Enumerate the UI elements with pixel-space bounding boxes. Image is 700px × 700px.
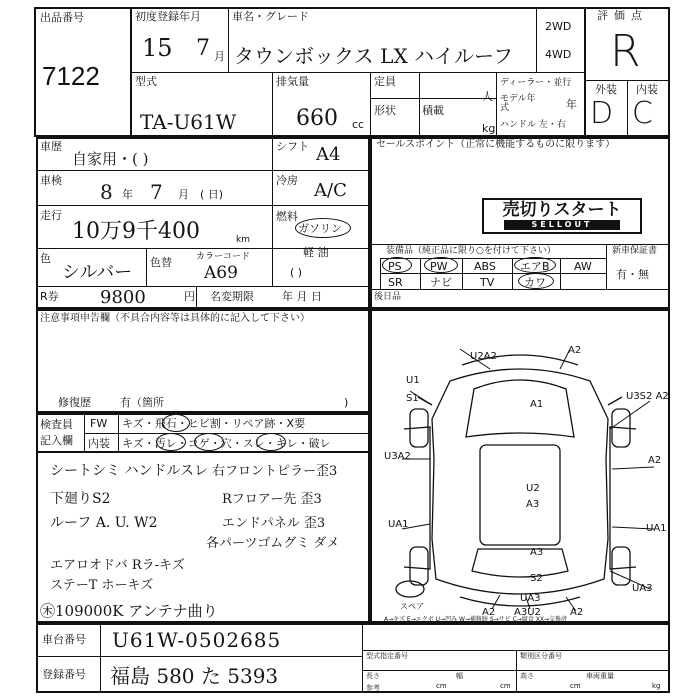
mileage-label: 走行 xyxy=(40,209,62,222)
color-code-value: A69 xyxy=(204,263,238,283)
equip-aw: AW xyxy=(574,260,592,273)
mark-ua1-left: UA1 xyxy=(388,519,409,530)
dealer-label: ディーラー・並行 xyxy=(500,78,572,88)
chassis-value: U61W-0502685 xyxy=(112,628,282,652)
load-unit: kg xyxy=(482,122,496,135)
equip-airbag: エアB xyxy=(520,260,550,273)
model-designation-label: 型式指定番号 xyxy=(366,652,408,660)
fuel-gasoline: ガソリン xyxy=(298,222,342,235)
history-label: 車歴 xyxy=(40,140,62,153)
recycle-unit: 円 xyxy=(184,290,195,303)
shape-label: 形状 xyxy=(374,104,396,117)
recycle-value: 9800 xyxy=(100,287,146,308)
displacement-label: 排気量 xyxy=(276,75,309,88)
int-items: キズ・汚レ・コゲ・穴・スレ・キレ・破レ xyxy=(122,437,331,450)
history-value: 自家用・( ) xyxy=(72,150,149,168)
note-line-4: エアロオドバ Rラ-キズ xyxy=(50,558,185,573)
spare-label: スペア xyxy=(400,602,424,611)
note-right-1: 右フロントピラー歪3 xyxy=(212,464,338,479)
model-year-label: モデル年式 xyxy=(500,94,536,113)
mileage-unit: km xyxy=(236,235,250,245)
int-dirt-circle xyxy=(156,433,186,451)
spare-tire xyxy=(396,581,424,597)
inspector-label-top: 検査員 xyxy=(40,418,73,431)
repair-close-paren: ) xyxy=(344,396,349,409)
first-reg-label: 初度登録年月 xyxy=(135,10,201,23)
equip-ps: PS xyxy=(388,260,402,273)
ac-value: A/C xyxy=(314,180,347,201)
displacement-value: 660 xyxy=(296,106,338,131)
drive-4wd: 4WD xyxy=(545,48,572,61)
sample-label: 参考 xyxy=(366,684,380,692)
wheel-rl xyxy=(410,547,428,585)
inspection-day: ( 日) xyxy=(200,188,224,201)
equipment-title: 装備品（純正品に限り○を付けて下さい） xyxy=(386,246,556,256)
capacity-unit: 人 xyxy=(482,90,493,103)
car-name: タウンボックス LX ハイルーフ xyxy=(234,44,514,68)
diagram-legend: A→キズ E→エクボ U→凹み W→補修跡 S→サビ C→腐食 XX→交換済 xyxy=(384,616,567,623)
note-line-3: ルーフ A. U. W2 xyxy=(50,515,158,531)
drive-2wd: 2WD xyxy=(545,20,572,33)
mark-a3u2: A3U2 xyxy=(514,607,541,618)
note-line-1: シートシミ ハンドルスレ xyxy=(50,463,209,479)
mark-a3-rear: A3 xyxy=(530,547,544,558)
plate-label: 登録番号 xyxy=(42,668,86,681)
mark-ua1-right: UA1 xyxy=(646,523,667,534)
car-diagram xyxy=(370,309,670,623)
color-value: シルバー xyxy=(62,262,133,283)
note-right-4: 各パーツゴムグミ ダメ xyxy=(206,536,340,551)
mark-a1: A1 xyxy=(530,399,544,410)
fuel-label: 燃料 xyxy=(276,210,298,223)
grade-label: 評価点 xyxy=(597,9,648,22)
capacity-label: 定員 xyxy=(374,75,396,88)
car-body-outline xyxy=(432,369,608,594)
car-name-label: 車名・グレード xyxy=(232,10,309,23)
note-line-2: 下廻りS2 xyxy=(50,491,111,507)
mark-a2-rear: A2 xyxy=(482,607,496,618)
int-burn-circle xyxy=(194,433,224,451)
equip-tv: TV xyxy=(480,276,495,289)
equip-airbag-circle xyxy=(514,257,556,273)
equip-pw: PW xyxy=(430,260,448,273)
equip-leather: カワ xyxy=(524,276,546,289)
color-change-label: 色替 xyxy=(150,256,172,269)
mark-a2-right: A2 xyxy=(648,455,662,466)
lot-box xyxy=(34,7,132,137)
plate-value: 福島 580 た 5393 xyxy=(110,664,279,688)
equip-navi: ナビ xyxy=(430,276,452,289)
ac-label: 冷房 xyxy=(276,174,298,187)
model-label: 型式 xyxy=(135,75,157,88)
warranty-label: 新車保証書 xyxy=(612,246,658,256)
model-year-unit: 年 xyxy=(566,98,577,111)
roof xyxy=(480,445,560,545)
notes-title: 注意事項申告欄（不具合内容等は具体的に記入して下さい） xyxy=(40,313,310,324)
length-unit: cm xyxy=(436,682,447,690)
inspector-label-bottom: 記入欄 xyxy=(40,434,73,447)
lot-label: 出品番号 xyxy=(40,11,84,24)
equip-abs: ABS xyxy=(474,260,496,273)
model-no-label: 類別区分番号 xyxy=(520,652,562,660)
color-code-label: カラーコード xyxy=(196,252,251,262)
rear-window xyxy=(472,549,568,577)
first-reg-month-unit: 月 xyxy=(214,50,225,63)
shift-label: シフト xyxy=(276,140,309,153)
shift-value: A4 xyxy=(316,144,341,165)
equip-sr: SR xyxy=(388,276,403,289)
mark-s2: S2 xyxy=(530,573,543,584)
mark-a3-roof: A3 xyxy=(526,499,540,510)
mark-u3a2: U3A2 xyxy=(384,451,411,462)
stamp-main-text: 売切りスタート xyxy=(502,200,622,219)
mark-a2-rear-right: A2 xyxy=(570,607,584,618)
height-label: 高さ xyxy=(520,672,534,680)
mark-u2a2: U2A2 xyxy=(470,351,497,362)
inspection-year-unit: 年 xyxy=(122,188,133,201)
mark-s1: S1 xyxy=(406,393,419,404)
transfer-date: 年 月 日 xyxy=(282,290,322,303)
color-label: 色 xyxy=(40,252,51,265)
mark-u2-roof: U2 xyxy=(526,483,540,494)
equip-pw-circle xyxy=(424,257,458,273)
windshield xyxy=(466,380,574,437)
int-wear-circle xyxy=(256,433,286,451)
first-reg-month: 7 xyxy=(196,36,210,61)
note-line-5: ステーT ホーキズ xyxy=(50,578,154,593)
grade-value: R xyxy=(610,26,641,77)
displacement-unit: cc xyxy=(352,118,365,131)
note-line-6: ㊍109000K アンテナ曲り xyxy=(40,602,218,620)
mark-ua3-rear: UA3 xyxy=(520,593,541,604)
mileage-value: 10万9千400 xyxy=(72,219,200,244)
inspection-label: 車検 xyxy=(40,174,62,187)
handle-label: ハンドル 左・右 xyxy=(500,120,566,130)
weight-unit: kg xyxy=(652,682,661,690)
inspection-month-unit: 月 xyxy=(178,188,189,201)
note-right-3: エンドパネル 歪3 xyxy=(222,516,326,531)
sales-point-title: セールスポイント（正常に機能するものに限ります） xyxy=(376,139,616,150)
recycle-label: R券 xyxy=(40,290,59,303)
fw-label: FW xyxy=(90,417,108,430)
equip-ps-circle xyxy=(382,257,412,273)
width-label: 幅 xyxy=(456,672,463,680)
left-side-panel xyxy=(404,427,430,569)
note-right-2: Rフロアー先 歪3 xyxy=(222,492,322,507)
mark-ua3-right: UA3 xyxy=(632,583,653,594)
right-side-panel xyxy=(610,427,636,569)
inspection-year: 8 xyxy=(100,180,113,204)
lot-number: 7122 xyxy=(42,61,100,91)
post-label: 後日品 xyxy=(374,292,402,302)
inspection-month: 7 xyxy=(150,180,163,204)
weight-label: 車両重量 xyxy=(586,672,614,680)
fuel-other: ( ) xyxy=(290,266,303,279)
width-unit: cm xyxy=(500,682,511,690)
fuel-circle xyxy=(295,218,351,238)
fw-items: キズ・飛石・ヒビ割・リペア跡・X要 xyxy=(122,417,306,430)
mark-u1: U1 xyxy=(406,375,420,386)
equip-leather-circle xyxy=(518,273,554,289)
length-label: 長さ xyxy=(366,672,380,680)
interior-label: 内装 xyxy=(636,83,658,96)
mark-a2-top: A2 xyxy=(568,345,582,356)
mark-u3s2: U3S2 A2 xyxy=(626,391,669,402)
fuel-diesel: 軽 油 xyxy=(303,246,329,259)
chassis-label: 車台番号 xyxy=(42,633,86,646)
stamp-sub-text: SELLOUT xyxy=(504,220,620,230)
exterior-label: 外装 xyxy=(595,83,617,96)
interior-value: C xyxy=(632,96,653,131)
height-unit: cm xyxy=(570,682,581,690)
int-label: 内装 xyxy=(88,437,110,450)
warranty-options: 有・無 xyxy=(616,268,649,281)
model-value: TA-U61W xyxy=(140,110,237,134)
fw-stone-circle xyxy=(162,414,190,432)
transfer-label: 名変期限 xyxy=(210,290,254,303)
exterior-value: D xyxy=(590,96,614,131)
repair-label: 修復歴 xyxy=(58,396,91,409)
load-label: 積載 xyxy=(422,104,444,117)
sellout-stamp xyxy=(482,198,642,234)
repair-value: 有（箇所 xyxy=(120,396,164,409)
first-reg-year: 15 xyxy=(142,34,173,62)
